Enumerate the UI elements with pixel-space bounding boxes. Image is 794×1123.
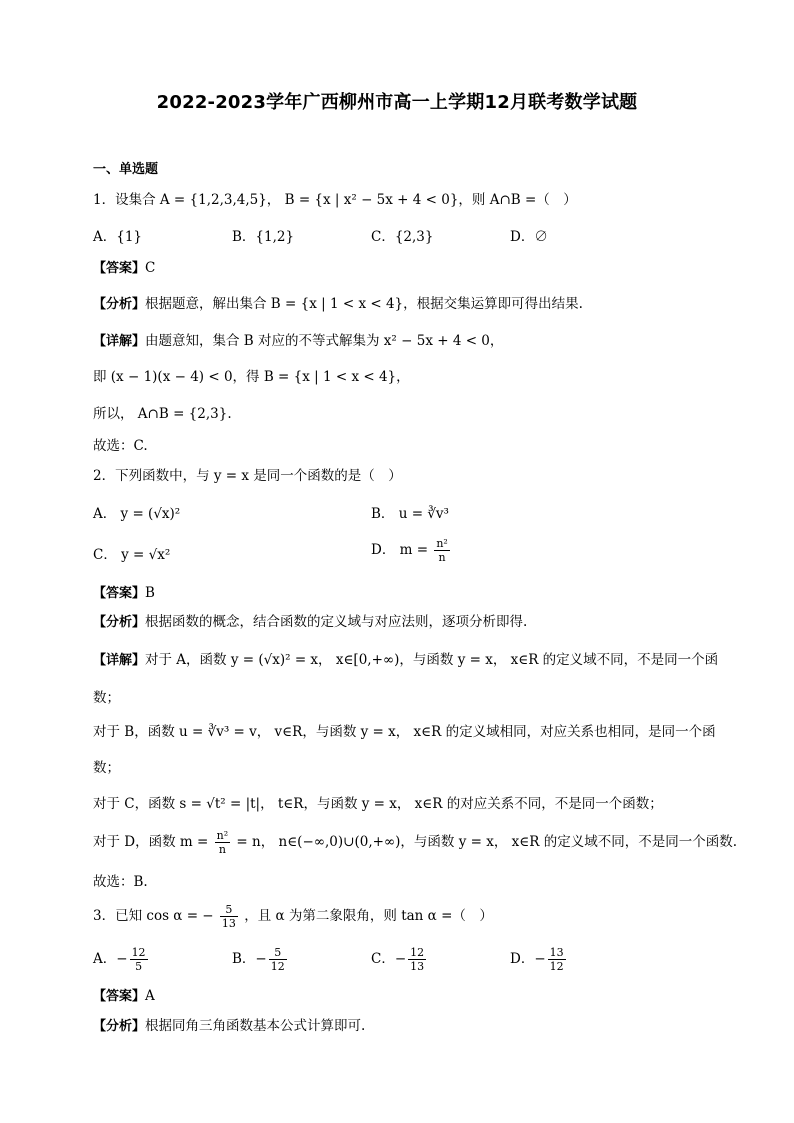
q3-option-a	[93, 946, 150, 973]
fraction-numerator: 5	[220, 903, 238, 917]
option-fraction	[548, 946, 566, 973]
fraction-numerator: 5	[269, 946, 287, 960]
q2-detail-b: 对于 B，函数 u = ∛v³ = v， v∈R，与函数 y = x， x∈R 的定义域相同，对应关系也相同，是同一个函	[93, 724, 716, 740]
analysis-text: 根据题意，解出集合 B = {x | 1 < x < 4}，根据交集运算即可得出结果.	[145, 296, 583, 312]
fraction-numerator: 13	[549, 946, 564, 959]
q2-detail-b-cont: 数；	[93, 760, 120, 776]
detail-tag: 【详解】	[93, 653, 146, 668]
fraction-numerator: n²	[216, 829, 229, 842]
q1-detail	[93, 331, 503, 352]
option-prefix: B．−	[232, 951, 267, 967]
fraction-denominator: 13	[410, 960, 425, 973]
q2-option-d-fraction	[434, 537, 450, 564]
q3-analysis	[93, 1016, 365, 1037]
answer-tag: 【答案】	[93, 586, 146, 601]
fraction-denominator: 5	[135, 960, 143, 973]
analysis-tag: 【分析】	[93, 615, 146, 630]
q1-option-b: B．{1,2}	[232, 229, 295, 245]
q2-option-d-prefix: D． m =	[371, 542, 429, 558]
analysis-text: 根据同角三角函数基本公式计算即可.	[145, 1018, 366, 1034]
fraction-numerator: n²	[436, 537, 448, 550]
fraction-denominator: n	[218, 843, 226, 856]
detail-text: 由题意知，集合 B 对应的不等式解集为 x² − 5x + 4 < 0，	[145, 333, 504, 349]
q3-option-d	[510, 946, 568, 973]
option-fraction	[269, 946, 287, 973]
answer-value: C	[145, 260, 156, 276]
q1-detail-line2: 即 (x − 1)(x − 4) < 0，得 B = {x | 1 < x < 4}，	[93, 369, 410, 385]
q2-detail-d-prefix: 对于 D，函数 m =	[93, 834, 209, 850]
q3-option-b	[232, 946, 289, 973]
fraction-denominator: 12	[270, 960, 285, 973]
detail-tag: 【详解】	[93, 334, 146, 349]
q1-stem: 1．设集合 A = {1,2,3,4,5}， B = {x | x² − 5x + 4 < 0}，则 A∩B =（ ）	[93, 192, 577, 208]
option-prefix: C．−	[371, 951, 407, 967]
fraction-denominator: 13	[221, 917, 236, 930]
q2-conclusion: 故选：B.	[93, 874, 148, 890]
q1-conclusion: 故选：C.	[93, 438, 148, 454]
q1-option-d: D．∅	[510, 229, 548, 245]
q2-option-a: A． y = (√x)²	[93, 506, 181, 522]
option-prefix: A．−	[93, 951, 128, 967]
fraction-denominator: 12	[549, 960, 564, 973]
q2-option-d	[371, 537, 452, 564]
fraction-numerator: 12	[131, 946, 146, 959]
answer-tag: 【答案】	[93, 989, 146, 1004]
fraction-numerator: 12	[410, 946, 425, 959]
q1-detail-line3: 所以， A∩B = {2,3}.	[93, 406, 232, 422]
q1-answer	[93, 258, 155, 279]
q3-stem-prefix: 3．已知 cos α = −	[93, 908, 214, 924]
option-fraction	[408, 946, 426, 973]
page-title: 2022-2023学年广西柳州市高一上学期12月联考数学试题	[156, 92, 638, 113]
q2-option-b: B． u = ∛v³	[371, 506, 449, 522]
answer-value: A	[145, 988, 155, 1004]
q2-detail-a	[93, 650, 718, 671]
q3-option-c	[371, 946, 428, 973]
answer-value: B	[145, 585, 155, 601]
analysis-tag: 【分析】	[93, 297, 146, 312]
q2-option-c: C． y = √x²	[93, 547, 171, 563]
q1-option-a: A．{1}	[93, 229, 143, 245]
section-heading: 一、单选题	[93, 162, 159, 177]
option-fraction	[130, 946, 148, 973]
detail-text: 对于 A，函数 y = (√x)² = x， x∈[0,+∞)，与函数 y = x， x∈R 的定义域不同，不是同一个函	[145, 652, 719, 668]
option-prefix: D．−	[510, 951, 546, 967]
q1-analysis	[93, 294, 583, 315]
q2-detail-d	[93, 829, 737, 856]
q2-detail-d-suffix: = n， n∈(−∞,0)∪(0,+∞)，与函数 y = x， x∈R 的定义域不同，不是同一个函数.	[236, 834, 738, 850]
q1-option-c: C．{2,3}	[371, 229, 434, 245]
answer-tag: 【答案】	[93, 261, 146, 276]
q3-stem-fraction	[220, 903, 238, 930]
q3-stem-suffix: ，且 α 为第二象限角，则 tan α =（ ）	[244, 908, 493, 924]
q3-stem	[93, 903, 493, 930]
fraction-denominator: n	[438, 551, 446, 564]
q2-detail-c: 对于 C，函数 s = √t² = |t|， t∈R，与函数 y = x， x∈R 的对应关系不同，不是同一个函数；	[93, 796, 663, 812]
analysis-tag: 【分析】	[93, 1019, 146, 1034]
analysis-text: 根据函数的概念，结合函数的定义域与对应法则，逐项分析即得.	[145, 614, 528, 630]
q2-detail-a-cont: 数；	[93, 690, 120, 706]
q2-stem: 2．下列函数中，与 y = x 是同一个函数的是（ ）	[93, 468, 402, 484]
q3-answer	[93, 986, 155, 1007]
q2-analysis	[93, 612, 527, 633]
q2-answer	[93, 583, 155, 604]
q2-detail-d-fraction	[215, 829, 231, 856]
